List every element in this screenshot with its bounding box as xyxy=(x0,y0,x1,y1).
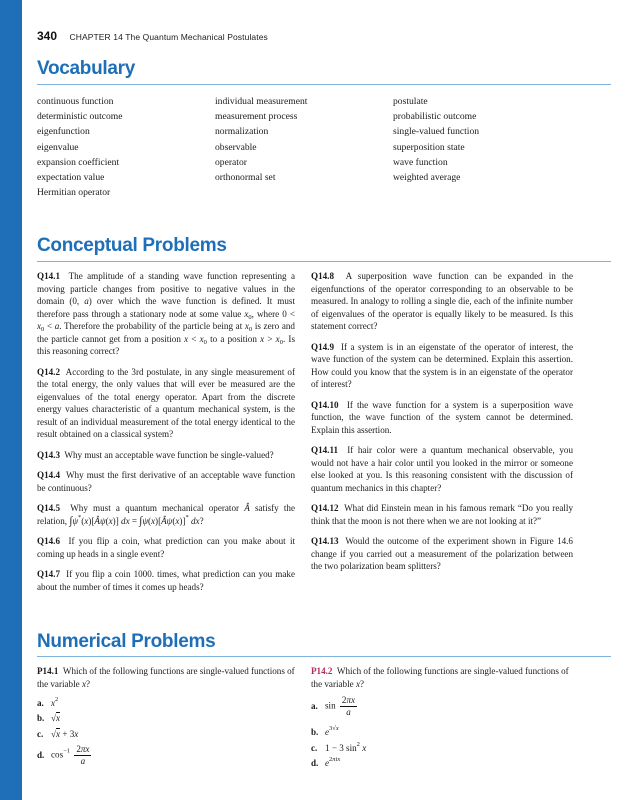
question-q14-11: Q14.11 If hair color were a quantum mechanical observable, you would not have a hair color until you looked in the mirror or someone else looked at you. Is this reasoning consistent with the discussion of quantum mechanics in this chapter? xyxy=(311,445,573,493)
vocab-term: eigenvalue xyxy=(37,141,79,153)
hermitian-equation: ∫ψ*(x)[Âψ(x)] dx = ∫ψ(x)[Âψ(x)]* dx? xyxy=(69,513,204,527)
problem-p14-1: P14.1 Which of the following functions are single-valued functions of the variable x? a. $x^2$ b. √x c. √x + 3x d. $\cos^{-1}$ $\frac{2\pi x}{a}$ xyxy=(37,666,295,766)
problem-part-b: b. √x xyxy=(37,713,61,723)
vocab-term: deterministic outcome xyxy=(37,111,123,123)
vocab-term: individual measurement xyxy=(215,96,308,107)
question-number: Q14.1 xyxy=(37,271,60,281)
vocab-term: orthonormal set xyxy=(215,172,276,184)
conceptual-left-column xyxy=(37,270,295,601)
problem-part-c: c. 1 − 3 $\sin^2 x$ xyxy=(311,741,367,753)
vocab-term: operator xyxy=(215,156,247,168)
vocab-term: continuous function xyxy=(37,96,114,107)
numerical-rule xyxy=(37,656,611,657)
question-number: Q14.11 xyxy=(311,445,339,455)
question-q14-5: Q14.5 Why must a quantum mechanical operator Â satisfy the relation, ∫ψ*(x)[Âψ(x)] dx = ∫ψ(x)[Âψ(x)]* dx? xyxy=(37,503,295,527)
problem-number: P14.1 xyxy=(37,666,59,676)
vocab-column-1 xyxy=(37,94,123,200)
problem-part-a: a. sin $\frac{2\pi x}{a}$ xyxy=(311,695,356,717)
question-q14-1: Q14.1 The amplitude of a standing wave function representing a moving particle changes from positive to negative values in the domain (0, a) over which the wave function is defined. It must therefore pass through a stationary node at some value $x_0$, where $0 < x_0 < a$. Therefore the probability of the particle being at $x_0$ is zero and the particle cannot get from a position $x < x_0$ to a position $x > x_0$. Is this reasoning correct? xyxy=(37,271,296,356)
vocab-term: expectation value xyxy=(37,172,105,184)
question-q14-10: Q14.10 If the wave function for a system is a superposition wave function, the wave function of the system cannot be determined. Explain this assertion. xyxy=(311,399,573,435)
question-number: Q14.2 xyxy=(37,366,60,377)
vocab-term: eigenfunction xyxy=(37,126,90,138)
question-q14-8: Q14.8 A superposition wave function can be expanded in the eigenfunctions of the operator corresponding to an observable to be measured. In analogy to rolling a single die, each of the infinite number of eigenvalues of the operator is equally likely to be measured. Is this statement correct? xyxy=(311,271,573,331)
vocab-term: weighted average xyxy=(393,172,461,184)
question-q14-9: Q14.9 If a system is in an eigenstate of the operator of interest, the wave function of the system can be determined. Explain this assertion. How could you know that the system is in an eigenstate of the operator of interest? xyxy=(311,341,574,389)
problem-part-d: d. $e^{2\pi ix}$ xyxy=(311,756,341,768)
question-q14-3: Q14.3 Why must an acceptable wave function be single-valued? xyxy=(37,449,274,460)
vocab-term: postulate xyxy=(393,96,428,107)
numerical-heading: Numerical Problems xyxy=(37,631,216,652)
question-number: Q14.4 xyxy=(37,470,60,480)
vocab-term: wave function xyxy=(393,156,448,168)
vocab-term: observable xyxy=(215,141,257,153)
vocab-column-2 xyxy=(215,94,307,185)
question-number: Q14.13 xyxy=(311,536,339,546)
running-head xyxy=(37,27,268,45)
question-q14-7: Q14.7 If you flip a coin 1000. times, what prediction can you make about the number of times it comes up heads? xyxy=(37,569,296,592)
chapter-title: CHAPTER 14 The Quantum Mechanical Postulates xyxy=(69,32,268,42)
page-number: 340 xyxy=(37,29,58,43)
problem-part-c: c. √x + 3x xyxy=(37,729,79,739)
question-number: Q14.12 xyxy=(311,503,339,513)
question-number: Q14.9 xyxy=(311,341,334,352)
vocab-term: measurement process xyxy=(215,111,298,123)
question-q14-6: Q14.6 If you flip a coin, what prediction can you make about it coming up heads in a single event? xyxy=(37,536,295,559)
problem-part-d: d. $\cos^{-1}$ $\frac{2\pi x}{a}$ xyxy=(37,744,90,766)
vocab-term: probabilistic outcome xyxy=(393,111,477,123)
vocab-term: superposition state xyxy=(393,141,465,153)
vocab-column-3 xyxy=(393,94,479,185)
problem-part-a: a. $x^2$ xyxy=(37,696,59,708)
question-number: Q14.5 xyxy=(37,503,60,513)
left-color-bar xyxy=(0,0,22,800)
question-q14-12: Q14.12 What did Einstein mean in his famous remark “Do you really think that the moon is not there when we are not looking at it?” xyxy=(311,503,573,526)
problem-part-b: b. $e^{3√x}$ xyxy=(311,725,339,737)
conceptual-right-column xyxy=(311,270,573,581)
vocabulary-heading: Vocabulary xyxy=(37,58,136,79)
vocabulary-rule xyxy=(37,84,611,85)
question-number: Q14.3 xyxy=(37,449,60,460)
question-number: Q14.6 xyxy=(37,536,60,546)
question-q14-13: Q14.13 Would the outcome of the experiment shown in Figure 14.6 change if you carried out a measurement of the polarization between the two polarization beam splitters? xyxy=(311,536,573,571)
question-q14-4: Q14.4 Why must the first derivative of an acceptable wave function be continuous? xyxy=(37,470,295,493)
vocab-term: expansion coefficient xyxy=(37,156,120,168)
problem-number: P14.2 xyxy=(311,666,333,676)
vocab-term: Hermitian operator xyxy=(37,187,111,199)
conceptual-heading: Conceptual Problems xyxy=(37,235,227,256)
question-number: Q14.7 xyxy=(37,569,60,579)
question-number: Q14.8 xyxy=(311,271,334,281)
conceptual-rule xyxy=(37,261,611,262)
question-q14-2: Q14.2 According to the 3rd postulate, in any single measurement of the total energy, the only values that will ever be measured are the eigenvalues of the total energy operator. Apart from the discrete energy values characteristic of a quantum mechanical system, is the result of an individual measurement of the total energy identical to the result obtained on a classical system? xyxy=(37,366,296,439)
vocab-term: single-valued function xyxy=(393,126,480,138)
question-number: Q14.10 xyxy=(311,399,339,410)
problem-p14-2: P14.2 Which of the following functions are single-valued functions of the variable x? a. sin $\frac{2\pi x}{a}$ b. $e^{3√x}$ c. 1 − 3 $\sin^2 x$ d. $e^{2\pi ix}$ xyxy=(311,666,569,768)
vocab-term: normalization xyxy=(215,126,269,138)
